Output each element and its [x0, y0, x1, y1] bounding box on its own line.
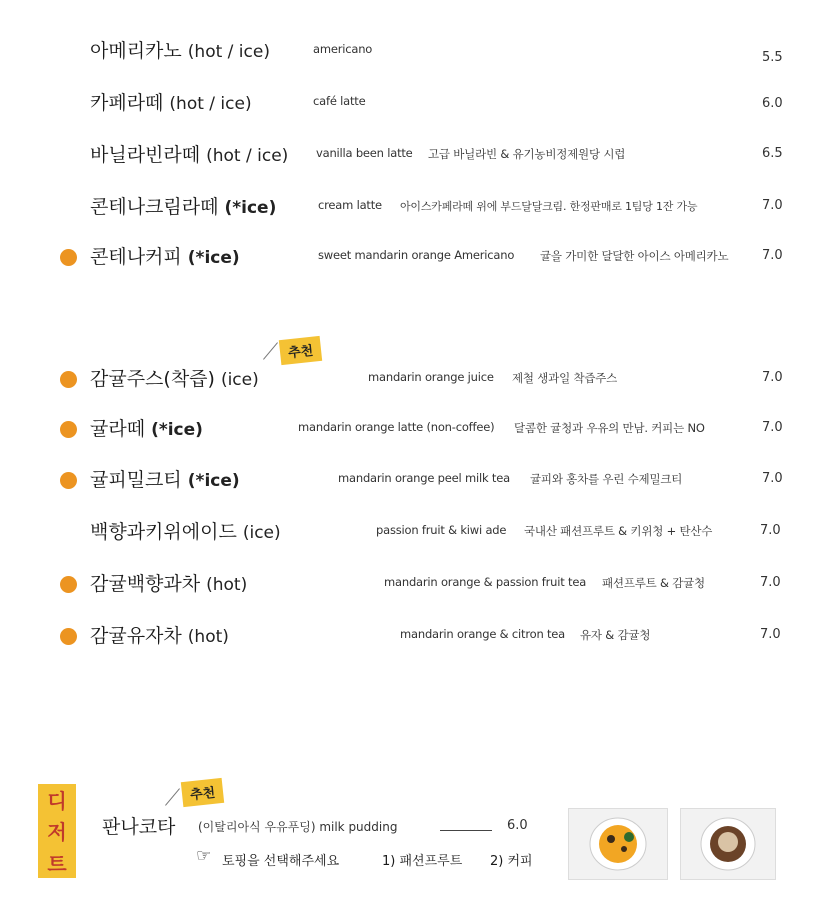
item-price: 7.0	[762, 420, 783, 435]
item-name: 바닐라빈라떼 (hot / ice)	[90, 144, 289, 166]
topping-instruction: 토핑을 선택해주세요	[222, 854, 340, 869]
item-desc-en: mandarin orange latte (non-coffee)	[298, 420, 495, 434]
item-desc-ko: 유자 & 감귤청	[580, 628, 651, 642]
item-price: 7.0	[760, 523, 781, 538]
menu-item-vanilla-latte	[0, 138, 828, 172]
item-name: 콘테나크림라떼 (*ice)	[90, 196, 277, 218]
price-leader	[440, 830, 492, 831]
item-price: 5.5	[762, 50, 783, 65]
menu-item-citron-tea	[0, 619, 828, 653]
topping-option-passion: 1) 패션프루트	[382, 854, 463, 869]
item-name: 아메리카노 (hot / ice)	[90, 40, 270, 62]
menu-item-passion-tea	[0, 567, 828, 601]
menu-item-mandarin-latte	[0, 412, 828, 446]
item-desc-ko: 제철 생과일 착즙주스	[512, 371, 618, 385]
item-desc-ko: 아이스카페라떼 위에 부드달달크림. 한정판매로 1팀당 1잔 가능	[400, 200, 698, 213]
item-desc-ko: 달콤한 귤청과 우유의 만남. 커피는 NO	[514, 421, 705, 435]
item-desc-ko: 고급 바닐라빈 & 유기농비정제원당 시럽	[428, 147, 626, 161]
signature-dot-icon	[60, 249, 77, 266]
menu-item-contena-coffee	[0, 240, 828, 274]
item-name: 감귤백향과차 (hot)	[90, 573, 248, 595]
signature-dot-icon	[60, 421, 77, 438]
item-name: 귤라떼 (*ice)	[90, 418, 203, 440]
item-desc-en: cream latte	[318, 198, 382, 212]
signature-dot-icon	[60, 472, 77, 489]
menu-item-americano	[0, 34, 828, 68]
item-desc-ko: 국내산 패션프루트 & 키위청 + 탄산수	[524, 524, 713, 538]
topping-option-coffee: 2) 커피	[490, 854, 533, 869]
dessert-tag: 디 저 트	[38, 784, 76, 878]
item-name: 감귤유자차 (hot)	[90, 625, 229, 647]
signature-dot-icon	[60, 576, 77, 593]
pointing-hand-icon: ☞	[196, 846, 212, 866]
item-price: 6.0	[507, 818, 528, 833]
item-desc: (이탈리아식 우유푸딩) milk pudding	[198, 820, 398, 834]
item-price: 7.0	[762, 370, 783, 385]
dessert-photo-coffee	[680, 808, 776, 880]
item-desc-en: mandarin orange & passion fruit tea	[384, 575, 587, 589]
panna-cotta-passion-image	[569, 809, 667, 879]
item-desc-ko: 패션프루트 & 감귤청	[602, 576, 705, 590]
item-desc-en: café latte	[313, 94, 366, 108]
panna-cotta-coffee-image	[681, 809, 775, 879]
item-desc-en: passion fruit & kiwi ade	[376, 523, 507, 537]
item-desc-en: sweet mandarin orange Americano	[318, 248, 515, 262]
topping-selection	[0, 846, 560, 872]
item-price: 7.0	[762, 471, 783, 486]
item-desc-en: americano	[313, 42, 373, 56]
item-name: 백향과키위에이드 (ice)	[90, 521, 281, 543]
badge-pointer-line	[263, 342, 278, 359]
item-desc-en: mandarin orange juice	[368, 370, 494, 384]
item-price: 7.0	[762, 248, 783, 263]
dessert-item-panna-cotta	[0, 812, 560, 842]
menu-item-passion-kiwi-ade	[0, 515, 828, 549]
menu-item-cream-latte	[0, 190, 828, 224]
item-desc-en: mandarin orange & citron tea	[400, 627, 566, 641]
item-name: 감귤주스(착즙) (ice)	[90, 368, 259, 390]
item-price: 7.0	[762, 198, 783, 213]
recommend-badge: 추천	[279, 336, 323, 365]
item-name: 판나코타	[102, 816, 176, 838]
menu-item-cafe-latte	[0, 86, 828, 120]
signature-dot-icon	[60, 371, 77, 388]
item-price: 7.0	[760, 575, 781, 590]
dessert-photo-passion	[568, 808, 668, 880]
item-price: 6.5	[762, 146, 783, 161]
item-name: 카페라떼 (hot / ice)	[90, 92, 252, 114]
item-name: 콘테나커피 (*ice)	[90, 246, 240, 268]
item-price: 7.0	[760, 627, 781, 642]
badge-pointer-line	[165, 788, 180, 805]
item-name: 귤피밀크티 (*ice)	[90, 469, 240, 491]
signature-dot-icon	[60, 628, 77, 645]
item-desc-en: vanilla been latte	[316, 146, 413, 160]
item-desc-ko: 귤을 가미한 달달한 아이스 아메리카노	[540, 249, 729, 263]
item-desc-ko: 귤피와 홍차를 우린 수제밀크티	[530, 472, 683, 486]
recommend-badge: 추천	[181, 778, 225, 807]
menu-item-mandarin-juice	[0, 362, 828, 396]
item-price: 6.0	[762, 96, 783, 111]
menu-item-peel-milk-tea	[0, 463, 828, 497]
item-desc-en: mandarin orange peel milk tea	[338, 471, 510, 485]
